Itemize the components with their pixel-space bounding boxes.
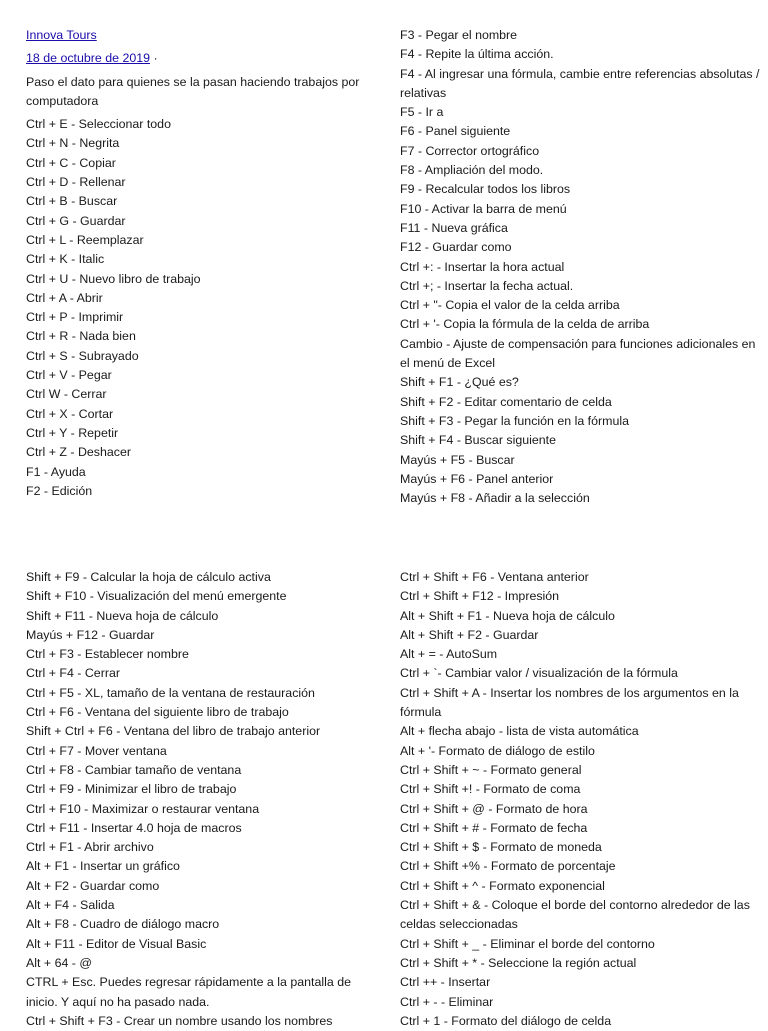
shortcut-item: Ctrl + X - Cortar — [26, 406, 114, 421]
shortcut-item: Ctrl ++ - Insertar — [400, 975, 491, 990]
shortcut-item: Ctrl + P - Imprimir — [26, 310, 124, 325]
shortcut-item: F3 - Pegar el nombre — [400, 28, 518, 42]
shortcut-item: F1 - Ayuda — [26, 464, 86, 479]
shortcut-item: Alt + flecha abajo - lista de vista automática — [400, 724, 639, 739]
shortcut-item: Alt + '- Formato de diálogo de estilo — [400, 743, 595, 758]
shortcut-item: Shift + F3 - Pegar la función en la fórmula — [400, 413, 630, 428]
shortcut-item: Ctrl + Shift + ~ - Formato general — [400, 762, 582, 777]
shortcut-item: F7 - Corrector ortográfico — [400, 143, 540, 158]
shortcut-item: Ctrl + L - Reemplazar — [26, 232, 144, 247]
shortcut-item: Ctrl + F9 - Minimizar el libro de trabajo — [26, 782, 237, 797]
shortcut-item: Alt + F11 - Editor de Visual Basic — [26, 936, 207, 951]
shortcut-item: Ctrl + Shift + _ - Eliminar el borde del contorno — [400, 936, 655, 951]
shortcut-item: Ctrl + "- Copia el valor de la celda arriba — [400, 298, 620, 313]
shortcut-item: Cambio - Ajuste de compensación para funciones adicionales en el menú de Excel — [400, 336, 756, 371]
shortcut-item: F4 - Repite la última acción. — [400, 47, 554, 62]
shortcut-item: Ctrl + V - Pegar — [26, 368, 112, 383]
shortcut-item: Ctrl + A - Abrir — [26, 290, 103, 305]
shortcut-item: Alt + F8 - Cuadro de diálogo macro — [26, 917, 220, 932]
shortcut-item: Ctrl + G - Guardar — [26, 213, 126, 228]
shortcut-item: Ctrl + - - Eliminar — [400, 994, 494, 1009]
shortcut-item: Ctrl + Shift + & - Coloque el borde del contorno alrededor de las celdas seleccionadas — [400, 898, 750, 932]
shortcut-item: Mayús + F5 - Buscar — [400, 452, 515, 467]
shortcut-list-1 — [26, 115, 386, 501]
shortcut-item: Ctrl + Shift +% - Formato de porcentaje — [400, 859, 616, 874]
shortcut-item: Ctrl + Z - Deshacer — [26, 445, 131, 460]
shortcut-item: Ctrl + `- Cambiar valor / visualización de la fórmula — [400, 666, 678, 681]
shortcut-item: CTRL + Esc. Puedes regresar rápidamente a la pantalla de inicio. Y aquí no ha pasado nada. — [26, 975, 351, 1009]
shortcut-item: Ctrl + D - Rellenar — [26, 175, 126, 190]
shortcut-item: Ctrl + B - Buscar — [26, 194, 118, 209]
shortcut-item: Ctrl + Shift + F12 - Impresión — [400, 589, 560, 604]
shortcut-item: Shift + F11 - Nueva hoja de cálculo — [26, 608, 219, 623]
shortcut-item: Ctrl + Shift + * - Seleccione la región actual — [400, 955, 637, 970]
shortcut-item: Ctrl + U - Nuevo libro de trabajo — [26, 271, 201, 286]
shortcut-item: Ctrl + Shift + F6 - Ventana anterior — [400, 570, 589, 584]
shortcut-item: Ctrl + Shift + A - Insertar los nombres de los argumentos en la fórmula — [400, 685, 739, 720]
shortcut-item: Ctrl + 1 - Formato del diálogo de celda — [400, 1013, 612, 1028]
shortcut-list-4 — [400, 568, 760, 1031]
site-link[interactable]: Innova Tours — [26, 28, 97, 42]
shortcut-item: Alt + F4 - Salida — [26, 898, 115, 913]
shortcut-item: Mayús + F12 - Guardar — [26, 627, 155, 642]
shortcut-item: F9 - Recalcular todos los libros — [400, 182, 571, 197]
shortcut-item: Ctrl + C - Copiar — [26, 155, 116, 170]
shortcut-item: Alt + F1 - Insertar un gráfico — [26, 859, 180, 874]
shortcut-item: Shift + F4 - Buscar siguiente — [400, 433, 556, 448]
column-top-right — [400, 26, 760, 508]
shortcut-item: Shift + F1 - ¿Qué es? — [400, 375, 519, 390]
shortcut-item: Ctrl + Shift +! - Formato de coma — [400, 782, 581, 797]
shortcut-item: Alt + Shift + F2 - Guardar — [400, 627, 539, 642]
shortcut-item: Ctrl + F5 - XL, tamaño de la ventana de restauración — [26, 685, 315, 700]
shortcut-item: Ctrl W - Cerrar — [26, 387, 107, 402]
shortcut-list-3 — [26, 568, 386, 1031]
shortcut-item: Shift + F9 - Calcular la hoja de cálculo activa — [26, 570, 271, 584]
shortcut-item: Ctrl + Shift + ^ - Formato exponencial — [400, 878, 605, 893]
shortcut-item: Mayús + F6 - Panel anterior — [400, 471, 554, 486]
shortcut-item: Shift + Ctrl + F6 - Ventana del libro de trabajo anterior — [26, 724, 321, 739]
shortcut-item: F10 - Activar la barra de menú — [400, 201, 567, 216]
shortcut-item: Ctrl +: - Insertar la hora actual — [400, 259, 565, 274]
shortcut-item: Ctrl + F8 - Cambiar tamaño de ventana — [26, 762, 242, 777]
shortcut-item: Alt + 64 - @ — [26, 955, 92, 970]
shortcut-item: Ctrl + F11 - Insertar 4.0 hoja de macros — [26, 820, 242, 835]
shortcut-item: Ctrl + Shift + # - Formato de fecha — [400, 820, 588, 835]
shortcut-item: Alt + F2 - Guardar como — [26, 878, 160, 893]
intro-text: Paso el dato para quienes se la pasan haciendo trabajos por computadora — [26, 74, 360, 108]
date-link[interactable]: 18 de octubre de 2019 — [26, 51, 151, 66]
shortcut-item: Ctrl + Y - Repetir — [26, 425, 119, 440]
shortcut-item: Ctrl + Shift + F3 - Crear un nombre usando los nombres — [26, 1013, 333, 1028]
shortcut-item: Alt + = - AutoSum — [400, 647, 498, 662]
date-line — [26, 49, 386, 68]
shortcut-item: Shift + F10 - Visualización del menú emergente — [26, 589, 287, 604]
shortcut-item: Ctrl + N - Negrita — [26, 136, 120, 151]
shortcut-item: Ctrl + K - Italic — [26, 252, 105, 267]
shortcut-item: Ctrl + R - Nada bien — [26, 329, 136, 344]
column-bottom-right — [400, 568, 760, 1031]
shortcut-item: Ctrl + F10 - Maximizar o restaurar ventana — [26, 801, 260, 816]
shortcut-item: Mayús + F8 - Añadir a la selección — [400, 491, 590, 506]
shortcut-item: Ctrl +; - Insertar la fecha actual. — [400, 278, 574, 293]
date-separator: · — [150, 51, 158, 66]
shortcut-list-2 — [400, 26, 760, 508]
shortcut-item: F2 - Edición — [26, 483, 93, 498]
shortcut-item: F11 - Nueva gráfica — [400, 220, 508, 235]
shortcut-item: Ctrl + E - Seleccionar todo — [26, 117, 171, 132]
shortcut-item: F12 - Guardar como — [400, 240, 512, 255]
column-top-left — [26, 26, 386, 501]
shortcut-item: Ctrl + F7 - Mover ventana — [26, 743, 167, 758]
shortcut-item: Ctrl + Shift + $ - Formato de moneda — [400, 840, 602, 855]
shortcut-item: Ctrl + '- Copia la fórmula de la celda de arriba — [400, 317, 650, 332]
shortcut-item: Ctrl + Shift + @ - Formato de hora — [400, 801, 588, 816]
shortcut-item: Ctrl + S - Subrayado — [26, 348, 139, 363]
shortcut-item: F4 - Al ingresar una fórmula, cambie entre referencias absolutas / relativas — [400, 66, 760, 100]
shortcut-item: Ctrl + F6 - Ventana del siguiente libro de trabajo — [26, 705, 289, 720]
shortcut-item: Ctrl + F1 - Abrir archivo — [26, 840, 154, 855]
shortcut-item: F8 - Ampliación del modo. — [400, 163, 544, 178]
column-bottom-left — [26, 568, 386, 1031]
shortcut-item: Ctrl + F4 - Cerrar — [26, 666, 120, 681]
shortcut-item: Ctrl + F3 - Establecer nombre — [26, 647, 189, 662]
shortcut-item: Alt + Shift + F1 - Nueva hoja de cálculo — [400, 608, 615, 623]
shortcut-item: F5 - Ir a — [400, 105, 444, 120]
shortcut-item: F6 - Panel siguiente — [400, 124, 511, 139]
shortcut-item: Shift + F2 - Editar comentario de celda — [400, 394, 612, 409]
